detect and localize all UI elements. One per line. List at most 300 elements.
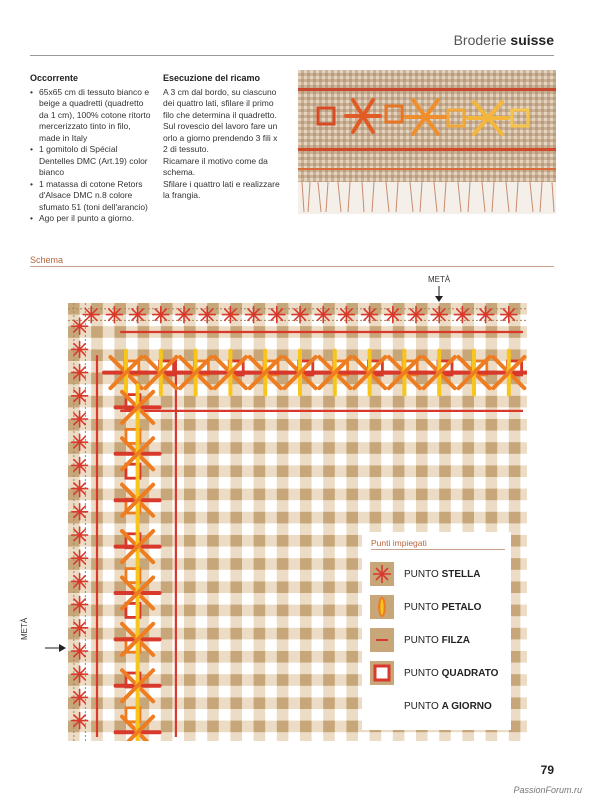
grid-cell <box>520 639 527 651</box>
grid-cell <box>474 512 486 524</box>
grid-cell <box>207 431 219 443</box>
grid-cell <box>242 721 254 733</box>
grid-cell <box>474 732 486 741</box>
grid-cell <box>103 535 115 547</box>
grid-cell <box>103 581 115 593</box>
scheme-divider <box>30 266 554 267</box>
grid-cell <box>277 489 289 501</box>
grid-cell <box>288 477 300 489</box>
star-stitch <box>72 341 88 357</box>
grid-cell <box>428 512 440 524</box>
grid-cell <box>346 512 358 524</box>
grid-cell <box>161 419 173 431</box>
grid-cell <box>474 477 486 489</box>
grid-cell <box>370 512 382 524</box>
grid-cell <box>254 442 266 454</box>
grid-cell <box>207 697 219 709</box>
grid-cell <box>346 454 358 466</box>
grid-cell <box>172 709 184 721</box>
grid-cell <box>346 686 358 698</box>
grid-cell <box>184 593 196 605</box>
grid-cell <box>346 547 358 559</box>
grid-cell <box>393 512 405 524</box>
grid-cell <box>219 338 231 350</box>
grid-cell <box>335 593 347 605</box>
grid-cell <box>323 547 335 559</box>
grid-cell <box>254 465 266 477</box>
grid-cell <box>242 500 254 512</box>
grid-cell <box>265 535 277 547</box>
grid-cell <box>196 338 208 350</box>
grid-cell <box>288 663 300 675</box>
grid-cell <box>265 663 277 675</box>
grid-cell <box>219 732 231 741</box>
grid-cell <box>462 442 474 454</box>
grid-cell <box>288 697 300 709</box>
grid-cell <box>346 605 358 617</box>
grid-cell <box>346 489 358 501</box>
grid-cell <box>497 419 509 431</box>
grid-cell <box>196 419 208 431</box>
grid-cell <box>312 419 324 431</box>
grid-cell <box>288 570 300 582</box>
grid-cell <box>172 407 184 419</box>
grid-cell <box>312 616 324 628</box>
grid-cell <box>196 593 208 605</box>
grid-cell <box>103 547 115 559</box>
grid-cell <box>323 465 335 477</box>
grid-cell <box>207 651 219 663</box>
grid-cell <box>103 663 115 675</box>
grid-cell <box>207 489 219 501</box>
grid-cell <box>509 500 521 512</box>
grid-cell <box>196 558 208 570</box>
grid-cell <box>323 500 335 512</box>
grid-cell <box>474 419 486 431</box>
grid-cell <box>346 581 358 593</box>
grid-cell <box>219 581 231 593</box>
grid-cell <box>451 512 463 524</box>
grid-cell <box>196 489 208 501</box>
grid-cell <box>404 477 416 489</box>
grid-cell <box>520 663 527 675</box>
grid-cell <box>288 500 300 512</box>
grid-cell <box>242 396 254 408</box>
grid-cell <box>161 338 173 350</box>
grid-cell <box>335 338 347 350</box>
grid-cell <box>230 593 242 605</box>
grid-cell <box>428 732 440 741</box>
grid-cell <box>103 419 115 431</box>
star-stitch <box>478 307 494 323</box>
grid-cell <box>393 338 405 350</box>
grid-cell <box>196 477 208 489</box>
grid-cell <box>265 593 277 605</box>
grid-cell <box>242 616 254 628</box>
grid-cell <box>288 593 300 605</box>
grid-cell <box>288 674 300 686</box>
grid-cell <box>161 535 173 547</box>
grid-cell <box>520 465 527 477</box>
grid-cell <box>323 512 335 524</box>
grid-cell <box>474 500 486 512</box>
grid-cell <box>335 396 347 408</box>
grid-cell <box>358 442 370 454</box>
grid-cell <box>335 721 347 733</box>
grid-cell <box>230 721 242 733</box>
star-stitch <box>72 573 88 589</box>
grid-cell <box>416 431 428 443</box>
grid-cell <box>346 616 358 628</box>
grid-cell <box>381 338 393 350</box>
grid-cell <box>161 547 173 559</box>
grid-cell <box>451 465 463 477</box>
grid-cell <box>219 500 231 512</box>
materials-item: • 65x65 cm di tessuto bianco e beige a quadretti (quadretto da 1 cm), 100% cotone ritorto mercerizzato tinto in filo, made in Italy <box>30 87 152 145</box>
star-stitch <box>72 643 88 659</box>
grid-cell <box>207 500 219 512</box>
legend-item-petal <box>370 595 510 619</box>
legend-item-hemstitch <box>370 694 510 718</box>
grid-cell <box>520 419 527 431</box>
grid-cell <box>219 465 231 477</box>
grid-cell <box>161 523 173 535</box>
grid-cell <box>196 512 208 524</box>
grid-cell <box>312 581 324 593</box>
grid-cell <box>404 454 416 466</box>
grid-cell <box>254 616 266 628</box>
grid-cell <box>497 431 509 443</box>
grid-cell <box>428 396 440 408</box>
grid-cell <box>300 431 312 443</box>
grid-cell <box>196 674 208 686</box>
grid-cell <box>346 593 358 605</box>
grid-cell <box>242 547 254 559</box>
grid-cell <box>207 338 219 350</box>
grid-cell <box>323 523 335 535</box>
grid-cell <box>288 523 300 535</box>
grid-cell <box>103 477 115 489</box>
grid-cell <box>312 697 324 709</box>
grid-cell <box>370 489 382 501</box>
grid-cell <box>172 512 184 524</box>
grid-cell <box>416 396 428 408</box>
grid-cell <box>184 442 196 454</box>
grid-cell <box>335 628 347 640</box>
grid-cell <box>346 639 358 651</box>
grid-cell <box>230 442 242 454</box>
grid-cell <box>300 593 312 605</box>
grid-cell <box>103 639 115 651</box>
grid-cell <box>404 338 416 350</box>
grid-cell <box>323 697 335 709</box>
grid-cell <box>196 732 208 741</box>
star-stitch <box>72 666 88 682</box>
grid-cell <box>335 489 347 501</box>
grid-cell <box>486 477 498 489</box>
grid-cell <box>346 674 358 686</box>
grid-cell <box>184 570 196 582</box>
grid-cell <box>242 674 254 686</box>
grid-cell <box>416 338 428 350</box>
grid-cell <box>254 558 266 570</box>
grid-cell <box>242 442 254 454</box>
grid-cell <box>323 489 335 501</box>
grid-cell <box>323 605 335 617</box>
grid-cell <box>184 500 196 512</box>
grid-cell <box>381 454 393 466</box>
grid-cell <box>172 489 184 501</box>
grid-cell <box>288 489 300 501</box>
star-stitch <box>72 481 88 497</box>
grid-cell <box>91 326 103 338</box>
grid-cell <box>219 674 231 686</box>
grid-cell <box>184 605 196 617</box>
grid-cell <box>103 570 115 582</box>
star-stitch <box>106 307 122 323</box>
grid-cell <box>161 477 173 489</box>
grid-cell <box>416 489 428 501</box>
grid-cell <box>207 477 219 489</box>
grid-cell <box>277 721 289 733</box>
grid-cell <box>265 732 277 741</box>
instructions-paragraph: A 3 cm dal bordo, su ciascuno dei quattro lati, sfilare il primo filo che determina il quadretto. Sul rovescio del lavoro fare un orlo a giorno prendendo 3 fili x 2 di tessuto. <box>163 86 278 154</box>
grid-cell <box>335 442 347 454</box>
grid-cell <box>288 547 300 559</box>
grid-cell <box>520 686 527 698</box>
grid-cell <box>254 396 266 408</box>
grid-cell <box>486 454 498 466</box>
grid-cell <box>497 454 509 466</box>
grid-cell <box>207 465 219 477</box>
grid-cell <box>103 593 115 605</box>
grid-cell <box>381 419 393 431</box>
grid-cell <box>462 512 474 524</box>
grid-cell <box>277 442 289 454</box>
grid-cell <box>393 454 405 466</box>
star-stitch <box>116 385 160 429</box>
grid-cell <box>381 732 393 741</box>
grid-cell <box>207 407 219 419</box>
grid-cell <box>346 697 358 709</box>
grid-cell <box>172 616 184 628</box>
grid-cell <box>230 639 242 651</box>
grid-cell <box>196 639 208 651</box>
grid-cell <box>520 605 527 617</box>
grid-cell <box>219 431 231 443</box>
grid-cell <box>300 639 312 651</box>
grid-cell <box>161 593 173 605</box>
grid-cell <box>242 581 254 593</box>
grid-cell <box>207 663 219 675</box>
grid-cell <box>300 616 312 628</box>
grid-cell <box>323 431 335 443</box>
grid-cell <box>381 396 393 408</box>
grid-cell <box>335 500 347 512</box>
grid-cell <box>230 407 242 419</box>
grid-cell <box>323 732 335 741</box>
grid-cell <box>161 721 173 733</box>
grid-cell <box>381 512 393 524</box>
grid-cell <box>254 651 266 663</box>
grid-cell <box>265 674 277 686</box>
grid-cell <box>172 442 184 454</box>
grid-cell <box>172 500 184 512</box>
grid-cell <box>323 651 335 663</box>
star-stitch <box>315 307 331 323</box>
grid-cell <box>497 465 509 477</box>
grid-cell <box>520 431 527 443</box>
grid-cell <box>196 721 208 733</box>
grid-cell <box>230 431 242 443</box>
grid-cell <box>230 616 242 628</box>
grid-cell <box>520 500 527 512</box>
grid-cell <box>161 663 173 675</box>
grid-cell <box>520 477 527 489</box>
star-stitch <box>292 307 308 323</box>
grid-cell <box>404 407 416 419</box>
grid-cell <box>219 697 231 709</box>
grid-cell <box>439 500 451 512</box>
grid-cell <box>149 338 161 350</box>
grid-cell <box>103 396 115 408</box>
grid-cell <box>196 605 208 617</box>
grid-cell <box>288 396 300 408</box>
grid-cell <box>462 454 474 466</box>
grid-cell <box>230 419 242 431</box>
grid-cell <box>254 431 266 443</box>
grid-cell <box>335 558 347 570</box>
grid-cell <box>254 477 266 489</box>
grid-cell <box>230 663 242 675</box>
grid-cell <box>497 500 509 512</box>
grid-cell <box>335 674 347 686</box>
grid-cell <box>497 732 509 741</box>
grid-cell <box>277 407 289 419</box>
grid-cell <box>288 465 300 477</box>
grid-cell <box>172 535 184 547</box>
grid-cell <box>509 419 521 431</box>
grid-cell <box>265 686 277 698</box>
grid-cell <box>346 570 358 582</box>
grid-cell <box>323 616 335 628</box>
grid-cell <box>288 407 300 419</box>
grid-cell <box>370 396 382 408</box>
grid-cell <box>184 663 196 675</box>
grid-cell <box>370 442 382 454</box>
grid-cell <box>428 431 440 443</box>
grid-cell <box>277 581 289 593</box>
grid-cell <box>451 732 463 741</box>
legend-title: Punti impiegati <box>371 538 427 548</box>
grid-cell <box>196 407 208 419</box>
grid-cell <box>172 396 184 408</box>
grid-cell <box>161 639 173 651</box>
grid-cell <box>277 616 289 628</box>
grid-cell <box>184 419 196 431</box>
grid-cell <box>335 419 347 431</box>
grid-cell <box>254 732 266 741</box>
grid-cell <box>404 732 416 741</box>
grid-cell <box>103 558 115 570</box>
grid-cell <box>219 419 231 431</box>
grid-cell <box>230 697 242 709</box>
grid-cell <box>474 407 486 419</box>
grid-cell <box>288 616 300 628</box>
grid-cell <box>312 558 324 570</box>
grid-cell <box>370 465 382 477</box>
grid-cell <box>358 454 370 466</box>
grid-cell <box>323 338 335 350</box>
grid-cell <box>509 431 521 443</box>
grid-cell <box>277 663 289 675</box>
grid-cell <box>312 605 324 617</box>
grid-cell <box>346 419 358 431</box>
grid-cell <box>486 419 498 431</box>
grid-cell <box>242 523 254 535</box>
grid-cell <box>323 535 335 547</box>
grid-cell <box>346 407 358 419</box>
grid-cell <box>358 396 370 408</box>
grid-cell <box>335 697 347 709</box>
grid-cell <box>358 512 370 524</box>
grid-cell <box>312 570 324 582</box>
grid-cell <box>358 431 370 443</box>
grid-cell <box>184 407 196 419</box>
grid-cell <box>230 523 242 535</box>
grid-cell <box>370 419 382 431</box>
grid-cell <box>288 651 300 663</box>
grid-cell <box>219 628 231 640</box>
grid-cell <box>358 465 370 477</box>
grid-cell <box>242 697 254 709</box>
grid-cell <box>254 489 266 501</box>
grid-cell <box>300 558 312 570</box>
grid-cell <box>265 454 277 466</box>
grid-cell <box>509 465 521 477</box>
grid-cell <box>207 523 219 535</box>
grid-cell <box>335 581 347 593</box>
grid-cell <box>103 512 115 524</box>
grid-cell <box>462 431 474 443</box>
grid-cell <box>184 616 196 628</box>
materials-title: Occorrente <box>30 73 79 83</box>
grid-cell <box>451 442 463 454</box>
grid-cell <box>254 547 266 559</box>
grid-cell <box>335 535 347 547</box>
grid-cell <box>254 605 266 617</box>
grid-cell <box>416 512 428 524</box>
grid-cell <box>439 454 451 466</box>
grid-cell <box>196 442 208 454</box>
half-top-label: METÀ <box>428 275 451 284</box>
watermark: PassionForum.ru <box>513 785 582 795</box>
grid-cell <box>300 547 312 559</box>
grid-cell <box>103 674 115 686</box>
grid-cell <box>103 489 115 501</box>
grid-cell <box>312 535 324 547</box>
grid-cell <box>486 489 498 501</box>
grid-cell <box>520 697 527 709</box>
grid-cell <box>393 407 405 419</box>
grid-cell <box>219 512 231 524</box>
grid-cell <box>439 732 451 741</box>
grid-cell <box>277 396 289 408</box>
grid-cell <box>230 605 242 617</box>
grid-cell <box>288 338 300 350</box>
grid-cell <box>277 651 289 663</box>
grid-cell <box>404 431 416 443</box>
